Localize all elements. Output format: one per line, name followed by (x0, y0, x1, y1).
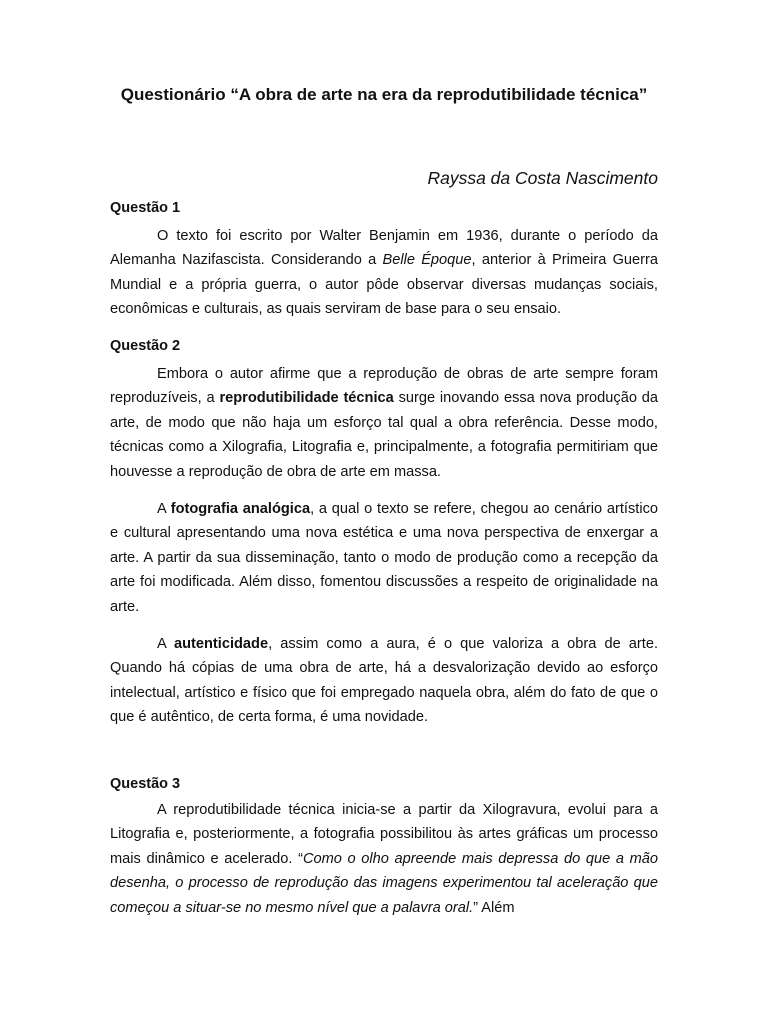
text-run: , a qual o texto se refere, chegou ao cenário artístico e cultural apresentando uma nova estética e uma nova perspectiva de enxergar a arte. A partir da sua disseminação, tanto o modo de produção como a recepção da arte foi modificada. Além disso, fomentou discussões a respeito de originalidade na arte. (110, 501, 658, 615)
italic-quotation: Como o olho apreende mais depressa do que a mão desenha, o processo de reprodução das imagens experimentou tal aceleração que começou a situar-se no mesmo nível que a palavra oral. (110, 850, 659, 916)
text-run: A (157, 501, 171, 517)
text-run: O texto foi escrito por Walter Benjamin em 1936, durante o período da Alemanha Nazifascista. Considerando a (110, 228, 658, 269)
question-1-paragraph (110, 224, 658, 322)
question-1-heading: Questão 1 (110, 200, 181, 216)
question-2-paragraph-2 (110, 497, 658, 619)
question-2-heading: Questão 2 (110, 338, 181, 354)
document-title: Questionário “A obra de arte na era da reprodutibilidade técnica” (120, 85, 648, 104)
text-run: Além (478, 899, 515, 916)
author-name: Rayssa da Costa Nascimento (427, 168, 658, 188)
close-quote: ” (473, 899, 479, 916)
question-2-paragraph-1 (110, 362, 658, 484)
text-run: A (157, 636, 175, 652)
question-3-heading: Questão 3 (110, 776, 181, 792)
question-2-paragraph-3 (110, 632, 658, 730)
text-run: Embora o autor afirme que a reprodução de obras de arte sempre foram reproduzíveis, a (110, 366, 658, 407)
bold-term: reprodutibilidade técnica (219, 390, 394, 407)
open-quote: “ (298, 850, 303, 867)
bold-term: autenticidade (174, 636, 269, 652)
text-run: , assim como a aura, é o que valoriza a obra de arte. Quando há cópias de uma obra de arte, há a desvalorização devido ao esforço intelectual, artístico e físico que foi empregado naquela obra, além do fato de que o que é autêntico, de certa forma, é uma novidade. (110, 636, 658, 726)
text-run: , anterior à Primeira Guerra Mundial e a própria guerra, o autor pôde observar diversas mudanças sociais, econômicas e culturais, as quais serviram de base para o seu ensaio. (110, 252, 658, 318)
question-3-paragraph (110, 798, 658, 920)
text-run: A reprodutibilidade técnica inicia-se a partir da Xilogravura, evolui para a Litografia e, posteriormente, a fotografia possibilitou às artes gráficas um processo mais dinâmico e acelerado. (110, 802, 658, 867)
bold-term: fotografia analógica (170, 501, 311, 517)
italic-term: Belle Époque (382, 252, 472, 269)
text-run: surge inovando essa nova produção da arte, de modo que não haja um esforço tal qual a obra referência. Desse modo, técnicas como a Xilografia, Litografia e, principalmente, a fotografia permitiriam que houvesse a reprodução de obra de arte em massa. (110, 390, 658, 480)
